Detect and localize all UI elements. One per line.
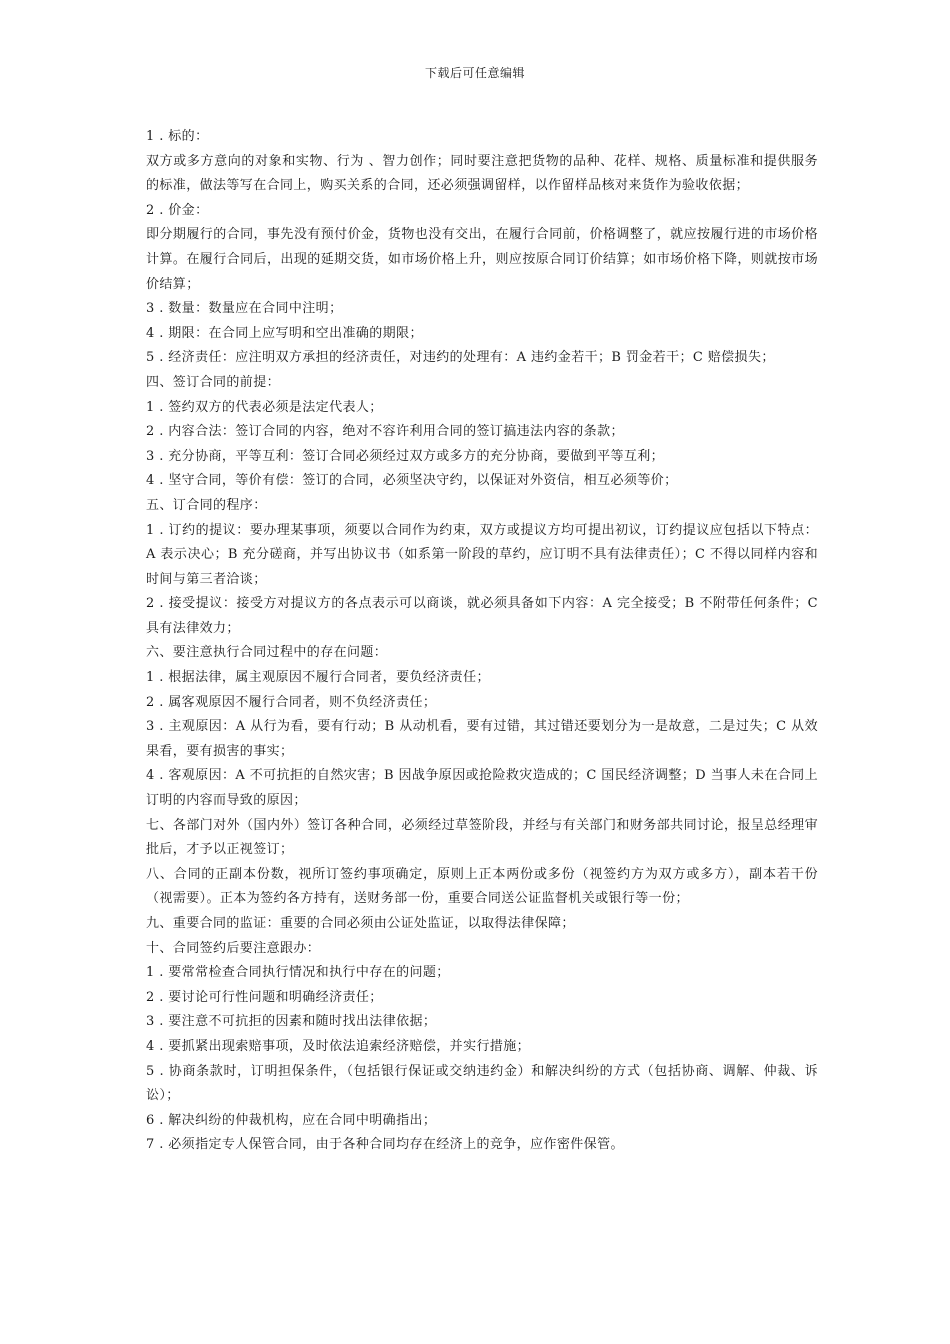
section-4-item-4: 4 . 坚守合同，等价有偿：签订的合同，必须坚决守约，以保证对外资信，相互必须等价；	[146, 473, 678, 489]
section-10-item-2: 2 . 要讨论可行性问题和明确经济责任；	[146, 989, 383, 1005]
page-header: 下载后可任意编辑	[424, 66, 525, 80]
section-10-item-7: 7 . 必须指定专人保管合同，由于各种合同均存在经济上的竞争，应作密件保管。	[146, 1137, 624, 1153]
section-6-item-2: 2 . 属客观原因不履行合同者，则不负经济责任；	[146, 694, 437, 710]
section-10-item-4: 4 . 要抓紧出现索赔事项，及时依法追索经济赔偿，并实行措施；	[146, 1038, 531, 1054]
section-6-item-3: 3 . 主观原因：A 从行为看，要有行动；B 从动机看，要有过错，其过错还要划分为一是故意，二是过失；C 从效果看，要有损害的事实；	[146, 719, 818, 759]
section-5-item-2: 2 . 接受提议：接受方对提议方的各点表示可以商谈，就必须具备如下内容：A 完全接受；B 不附带任何条件；C具有法律效力；	[146, 596, 818, 636]
paragraph-item-3: 3 . 数量：数量应在合同中注明；	[146, 301, 343, 317]
section-heading-6: 六、要注意执行合同过程中的存在问题：	[146, 645, 388, 661]
section-heading-5: 五、订合同的程序：	[146, 497, 267, 513]
section-8-paragraph: 八、合同的正副本份数，视所订签约事项确定，原则上正本两份或多份（视签约方为双方或多方），副本若干份（视需要）。正本为签约各方持有，送财务部一份，重要合同送公证监督机关或银行等一份；	[146, 866, 818, 907]
section-6-item-4: 4 . 客观原因：A 不可抗拒的自然灾害；B 因战争原因或抢险救灾造成的；C 国民经济调整；D 当事人未在合同上订明的内容而导致的原因；	[146, 768, 818, 809]
section-4-item-1: 1 . 签约双方的代表必须是法定代表人；	[146, 399, 383, 415]
paragraph-item-1-text: 双方或多方意向的对象和实物、行为 、智力创作；同时要注意把货物的品种、花样、规格、质量标准和提供服务的标准，做法等写在合同上，购买关系的合同，还必须强调留样，以作留样品核对来货作为验收依据；	[146, 153, 818, 194]
section-4-item-3: 3 . 充分协商，平等互利：签订合同必须经过双方或多方的充分协商，要做到平等互利；	[146, 448, 665, 464]
section-9-paragraph: 九、重要合同的监证：重要的合同必须由公证处监证，以取得法律保障；	[146, 916, 575, 931]
section-10-item-6: 6 . 解决纠纷的仲裁机构，应在合同中明确指出；	[146, 1112, 437, 1128]
paragraph-item-2-text: 即分期履行的合同，事先没有预付价金，货物也没有交出，在履行合同前，价格调整了，就应按履行进的市场价格计算。在履行合同后，出现的延期交货，如市场价格上升，则应按原合同订价结算；如市场价格下降，则就按市场价结算；	[146, 227, 818, 292]
section-10-item-3: 3 . 要注意不可抗拒的因素和随时找出法律依据；	[146, 1014, 437, 1030]
section-heading-10: 十、合同签约后要注意跟办：	[146, 940, 321, 956]
paragraph-item-1: 1 . 标的：	[146, 129, 209, 144]
section-7-paragraph: 七、各部门对外（国内外）签订各种合同，必须经过草签阶段，并经与有关部门和财务部共同讨论，报呈总经理审批后，才予以正视签订；	[146, 817, 818, 858]
document-body	[146, 125, 818, 1158]
paragraph-item-2: 2 . 价金：	[146, 202, 209, 218]
section-5-item-1: 1 . 订约的提议：要办理某事项，须要以合同作为约束，双方或提议方均可提出初议，订约提议应包括以下特点：A 表示决心；B 充分磋商，并写出协议书（如系第一阶段的草约，应订明不具有法律责任）；C 不得以同样内容和时间与第三者洽谈；	[146, 522, 818, 587]
section-heading-4: 四、签订合同的前提：	[146, 374, 281, 390]
section-4-item-2: 2 . 内容合法：签订合同的内容，绝对不容许利用合同的签订搞违法内容的条款；	[146, 424, 624, 440]
section-10-item-5: 5 . 协商条款时，订明担保条件，（包括银行保证或交纳违约金）和解决纠纷的方式（包括协商、调解、仲裁、诉讼）；	[146, 1063, 818, 1104]
section-6-item-1: 1 . 根据法律，属主观原因不履行合同者，要负经济责任；	[146, 670, 490, 686]
section-10-item-1: 1 . 要常常检查合同执行情况和执行中存在的问题；	[146, 965, 450, 981]
paragraph-item-5: 5 . 经济责任：应注明双方承担的经济责任，对违约的处理有：A 违约金若干；B 罚金若干；C 赔偿损失；	[146, 350, 775, 366]
paragraph-item-4: 4 . 期限：在合同上应写明和空出准确的期限；	[146, 325, 423, 341]
